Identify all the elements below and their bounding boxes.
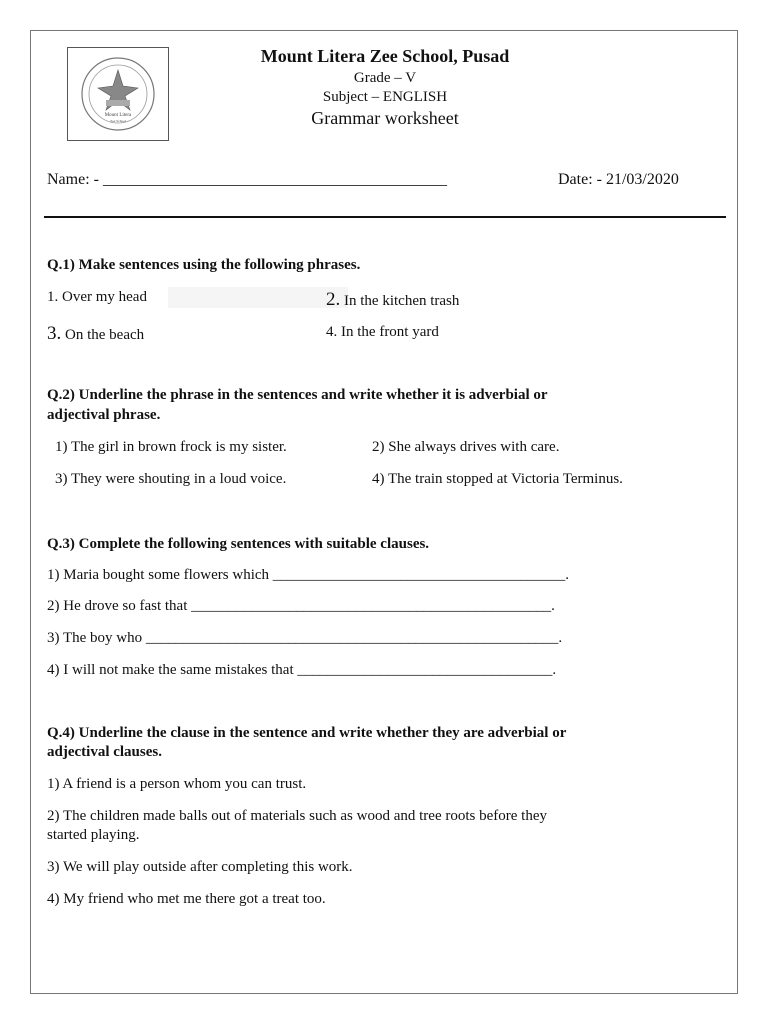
subject-label: Subject – ENGLISH (322, 89, 448, 105)
q2-item-2: 2) She always drives with care. (372, 439, 560, 455)
school-logo (67, 47, 169, 141)
logo-text-2: Zee School (110, 119, 126, 123)
q4-title-line1: Q.4) Underline the clause in the sentence and write whether they are adverbial or (47, 725, 567, 741)
q2-item-3: 3) They were shouting in a loud voice. (55, 471, 287, 487)
date-label: Date: - 21/03/2020 (558, 171, 679, 188)
q2-title-line2: adjectival phrase. (47, 407, 161, 423)
q1-item-1: 1. Over my head (47, 289, 147, 305)
grade-label: Grade – V (353, 70, 417, 86)
school-name: Mount Litera Zee School, Pusad (260, 46, 510, 66)
q4-item-2: 2) The children made balls out of materials such as wood and tree roots before they (47, 808, 547, 824)
q2-item-4: 4) The train stopped at Victoria Terminus. (372, 471, 623, 487)
q2-item-1: 1) The girl in brown frock is my sister. (55, 439, 287, 455)
q4-item-4: 4) My friend who met me there got a treat too. (47, 891, 326, 907)
name-field: Name: - ___________________________________________ (47, 171, 447, 188)
q4-item-1: 1) A friend is a person whom you can trust. (47, 776, 307, 792)
q3-item-2: 2) He drove so fast that ________________________________________________. (47, 598, 555, 614)
q2-title-line1: Q.2) Underline the phrase in the sentences and write whether it is adverbial or (47, 387, 548, 403)
q4-item-2-cont: started playing. (47, 827, 140, 843)
q1-title: Q.1) Make sentences using the following phrases. (47, 257, 361, 273)
school-crest-icon (68, 48, 168, 140)
q3-title: Q.3) Complete the following sentences with suitable clauses. (47, 536, 430, 552)
q3-item-3: 3) The boy who _______________________________________________________. (47, 630, 563, 646)
q4-title-line2: adjectival clauses. (47, 744, 162, 760)
logo-text-1: Mount Litera (104, 113, 132, 118)
worksheet-title: Grammar worksheet (311, 108, 459, 128)
q1-item-2: 2. In the kitchen trash (326, 289, 460, 310)
highlight-box (168, 287, 348, 308)
q1-item-3: 3. On the beach (47, 323, 145, 344)
q4-item-3: 3) We will play outside after completing this work. (47, 859, 353, 875)
q1-item-4: 4. In the front yard (326, 324, 439, 340)
q3-item-1: 1) Maria bought some flowers which _______________________________________. (47, 567, 570, 583)
q3-item-4: 4) I will not make the same mistakes that __________________________________. (47, 662, 557, 678)
header-divider (44, 216, 726, 218)
